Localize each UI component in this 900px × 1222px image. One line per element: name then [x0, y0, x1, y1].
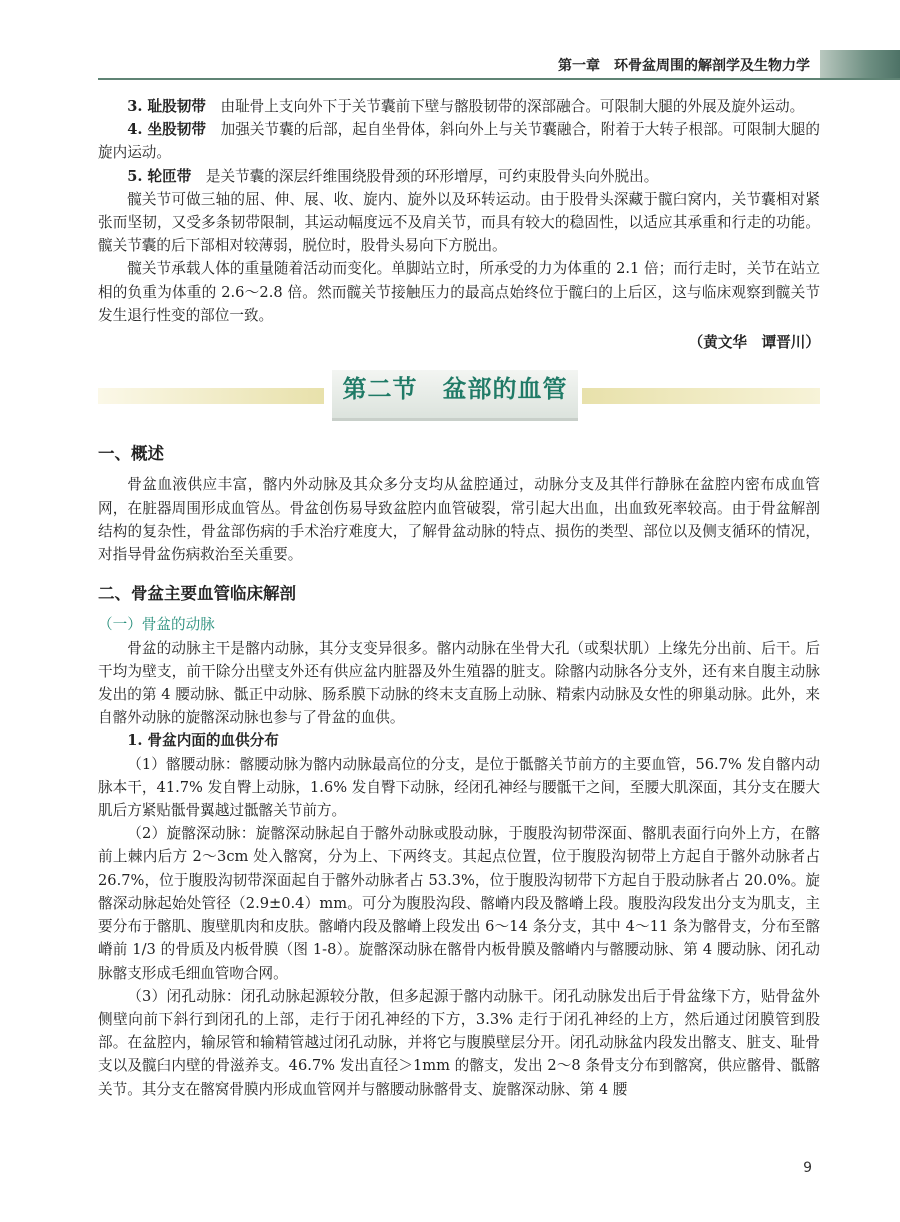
ligament-text: 加强关节囊的后部，起自坐骨体，斜向外上与关节囊融合，附着于大转子根部。可限制大腿的旋内运动。 — [98, 121, 820, 162]
artery-item: （1）髂腰动脉：髂腰动脉为髂内动脉最高位的分支，是位于骶髂关节前方的主要血管，56.7% 发自髂内动脉本干，41.7% 发自臀上动脉，1.6% 发自臀下动脉，经闭孔神经与腰骶干之间，至腰大肌深面，其分支在腰大肌后方紧贴骶骨翼越过骶髂关节前方。 — [98, 755, 820, 820]
ligament-paragraph — [98, 95, 820, 118]
artery-item: （2）旋髂深动脉：旋髂深动脉起自于髂外动脉或股动脉，于腹股沟韧带深面、髂肌表面行向外上方，在髂前上棘内后方 2～3cm 处入髂窝，分为上、下两终支。其起点位置，位于腹股沟韧带上方起自于髂外动脉者占 26.7%，位于腹股沟韧带深面起自于髂外动脉者占 53.3%，位于腹股沟韧带下方起自于股动脉者占 20.0%。旋髂深动脉起始处管径（2.9±0.4）mm。可分为腹股沟段、髂嵴内段及髂嵴上段。腹股沟段发出分支为肌支，主要分布于髂肌、腹壁肌肉和皮肤。髂嵴内段及髂嵴上段发出 6～14 条分支，其中 4～11 条为髂骨支，分布至髂嵴前 1/3 的骨质及内板骨膜（图 1-8）。旋髂深动脉在髂骨内板骨膜及髂嵴内与髂腰动脉、第 4 腰动脉、闭孔动脉髂支形成毛细血管吻合网。 — [98, 825, 820, 982]
header-rule — [98, 78, 900, 80]
anatomy-heading: 二、骨盆主要血管临床解剖 — [98, 584, 296, 604]
blood-supply-heading: 1. 骨盆内面的血供分布 — [127, 732, 279, 750]
authors: （黄文华 谭晋川） — [688, 334, 820, 352]
section-title: 第二节 盆部的血管 — [342, 375, 568, 404]
ligament-text: 由耻骨上支向外下于关节囊前下壁与髂股韧带的深部融合。可限制大腿的外展及旋外运动。 — [205, 98, 805, 115]
ligament-name: 4. 坐股韧带 — [127, 121, 207, 139]
ligament-name: 5. 轮匝带 — [127, 167, 192, 185]
banner-bar-left — [98, 388, 324, 404]
hip-paragraph: 髋关节承载人体的重量随着活动而变化。单脚站立时，所承受的力为体重的 2.1 倍；而行走时，关节在站立相的负重为体重的 2.6～2.8 倍。然而髋关节接触压力的最高点始终位于髋臼的上后区，这与临床观察到髋关节发生退行性变的部位一致。 — [98, 260, 820, 324]
ligament-paragraph — [98, 165, 820, 188]
header-accent-bar — [820, 50, 900, 78]
arteries-intro: 骨盆的动脉主干是髂内动脉，其分支变异很多。髂内动脉在坐骨大孔（或梨状肌）上缘先分出前、后干。后干均为壁支，前干除分出壁支外还有供应盆内脏器及外生殖器的脏支。除髂内动脉各分支外，还有来自腹主动脉发出的第 4 腰动脉、骶正中动脉、肠系膜下动脉的终末支直肠上动脉、精索内动脉及女性的卵巢动脉。此外，来自髂外动脉的旋髂深动脉也参与了骨盆的血供。 — [98, 639, 820, 727]
section-banner — [98, 368, 820, 422]
page-body — [98, 95, 820, 1101]
page-number: 9 — [803, 1160, 812, 1176]
overview-heading: 一、概述 — [98, 444, 164, 464]
artery-item: （3）闭孔动脉：闭孔动脉起源较分散，但多起源于髂内动脉干。闭孔动脉发出后于骨盆缘下方，贴骨盆外侧壁向前下斜行到闭孔的上部，走行于闭孔神经的下方，3.3% 走行于闭孔神经的上方，然后通过闭膜管到股部。在盆腔内，输尿管和输精管越过闭孔动脉，并将它与腹膜壁层分开。闭孔动脉盆内段发出髂支、脏支、耻骨支以及髋臼内壁的骨滋养支。46.7% 发出直径＞1mm 的髂支，发出 2～8 条骨支分布到髂窝，供应髂骨、骶髂关节。其分支在髂窝骨膜内形成血管网并与髂腰动脉髂骨支、旋髂深动脉、第 4 腰 — [98, 987, 820, 1098]
banner-bar-right — [582, 388, 820, 404]
ligament-paragraph — [98, 118, 820, 164]
hip-paragraph: 髋关节可做三轴的屈、伸、展、收、旋内、旋外以及环转运动。由于股骨头深藏于髋臼窝内，关节囊相对紧张而坚韧，又受多条韧带限制，其运动幅度远不及肩关节，而具有较大的稳固性，以适应其承重和行走的功能。髋关节囊的后下部相对较薄弱，脱位时，股骨头易向下方脱出。 — [98, 190, 820, 255]
arteries-subheading: （一）骨盆的动脉 — [98, 616, 215, 634]
ligament-name: 3. 耻股韧带 — [127, 98, 206, 115]
overview-paragraph: 骨盆血液供应丰富，髂内外动脉及其众多分支均从盆腔通过，动脉分支及其伴行静脉在盆腔内密布成血管网，在脏器周围形成血管丛。骨盆创伤易导致盆腔内血管破裂，常引起大出血，出血致死率较高。由于骨盆解剖结构的复杂性，骨盆部伤病的手术治疗难度大，了解骨盆动脉的特点、损伤的类型、部位以及侧支循环的情况，对指导骨盆伤病救治至关重要。 — [98, 476, 820, 564]
chapter-title: 第一章 环骨盆周围的解剖学及生物力学 — [558, 58, 810, 74]
banner-box — [332, 370, 578, 421]
running-header — [0, 50, 900, 82]
ligament-text: 是关节囊的深层纤维围绕股骨颈的环形增厚，可约束股骨头向外脱出。 — [191, 167, 659, 185]
